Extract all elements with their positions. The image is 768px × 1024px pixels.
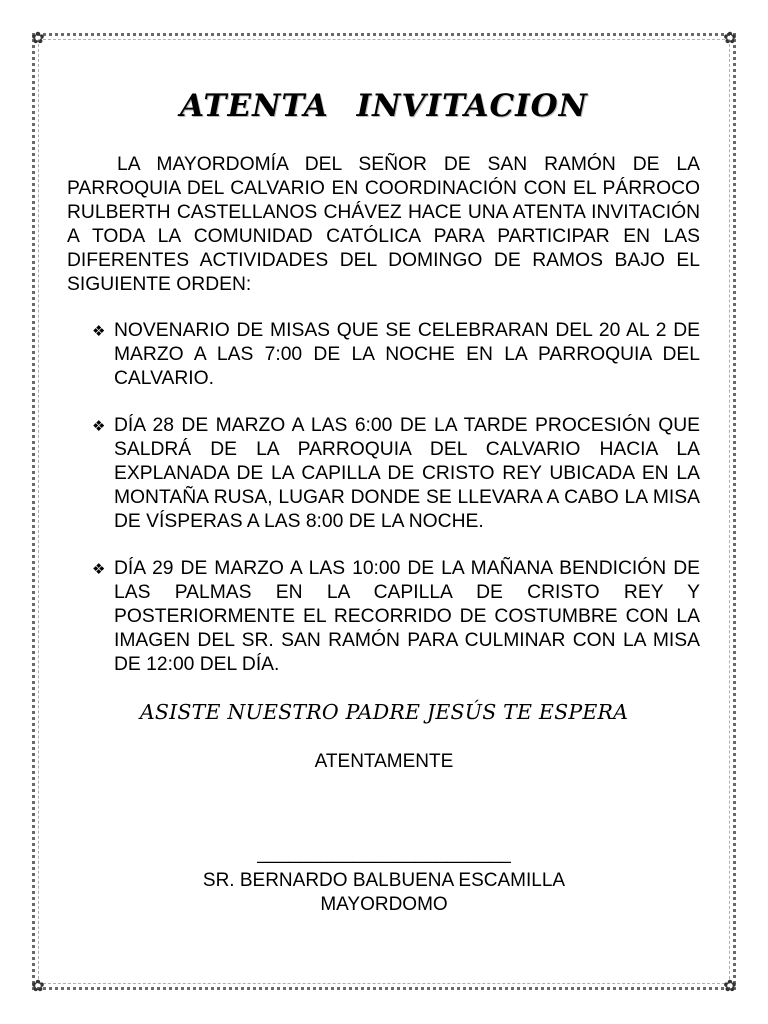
list-item-text: NOVENARIO DE MISAS QUE SE CELEBRARAN DEL 20 AL 2 DE MARZO A LAS 7:00 DE LA NOCHE EN LA PARROQUIA DEL CALVARIO. bbox=[114, 320, 700, 389]
list-item-text: DÍA 29 DE MARZO A LAS 10:00 DE LA MAÑANA BENDICIÓN DE LAS PALMAS EN LA CAPILLA DE CRISTO REY Y POSTERIORMENTE EL RECORRIDO DE COSTUMBRE CON LA IMAGEN DEL SR. SAN RAMÓN PARA CULMINAR CON LA MISA DE 12:00 DEL DÍA. bbox=[114, 558, 700, 675]
floral-corner-icon: ✿ bbox=[31, 976, 45, 995]
list-item bbox=[92, 414, 700, 534]
list-item bbox=[92, 319, 700, 391]
diamond-bullet-icon: ❖ bbox=[92, 560, 106, 578]
list-item-text: DÍA 28 DE MARZO A LAS 6:00 DE LA TARDE PROCESIÓN QUE SALDRÁ DE LA PARROQUIA DEL CALVARIO HACIA LA EXPLANADA DE LA CAPILLA DE CRISTO REY UBICADA EN LA MONTAÑA RUSA, LUGAR DONDE SE LLEVARA A CABO LA MISA DE VÍSPERAS A LAS 8:00 DE LA NOCHE. bbox=[114, 415, 700, 532]
page-title: ATENTA INVITACION bbox=[180, 88, 588, 124]
diamond-bullet-icon: ❖ bbox=[92, 322, 106, 340]
list-item bbox=[92, 557, 700, 677]
floral-corner-icon: ✿ bbox=[723, 976, 737, 995]
signer-name: SR. BERNARDO BALBUENA ESCAMILLA bbox=[202, 870, 566, 891]
salutation: ATENTAMENTE bbox=[314, 751, 454, 772]
activity-list bbox=[92, 319, 700, 700]
intro-paragraph: LA MAYORDOMÍA DEL SEÑOR DE SAN RAMÓN DE LA PARROQUIA DEL CALVARIO EN COORDINACIÓN CON EL PÁRROCO RULBERTH CASTELLANOS CHÁVEZ HACE UNA ATENTA INVITACIÓN A TODA LA COMUNIDAD CATÓLICA PARA PARTICIPAR EN LAS DIFERENTES ACTIVIDADES DEL DOMINGO DE RAMOS BAJO EL SIGUIENTE ORDEN: bbox=[67, 154, 700, 295]
diamond-bullet-icon: ❖ bbox=[92, 417, 106, 435]
floral-corner-icon: ✿ bbox=[31, 28, 45, 47]
closing-line: ASISTE NUESTRO PADRE JESÚS TE ESPERA bbox=[139, 700, 629, 724]
floral-corner-icon: ✿ bbox=[723, 28, 737, 47]
signature-line: ________________________ bbox=[257, 843, 511, 864]
signer-role: MAYORDOMO bbox=[320, 894, 448, 915]
